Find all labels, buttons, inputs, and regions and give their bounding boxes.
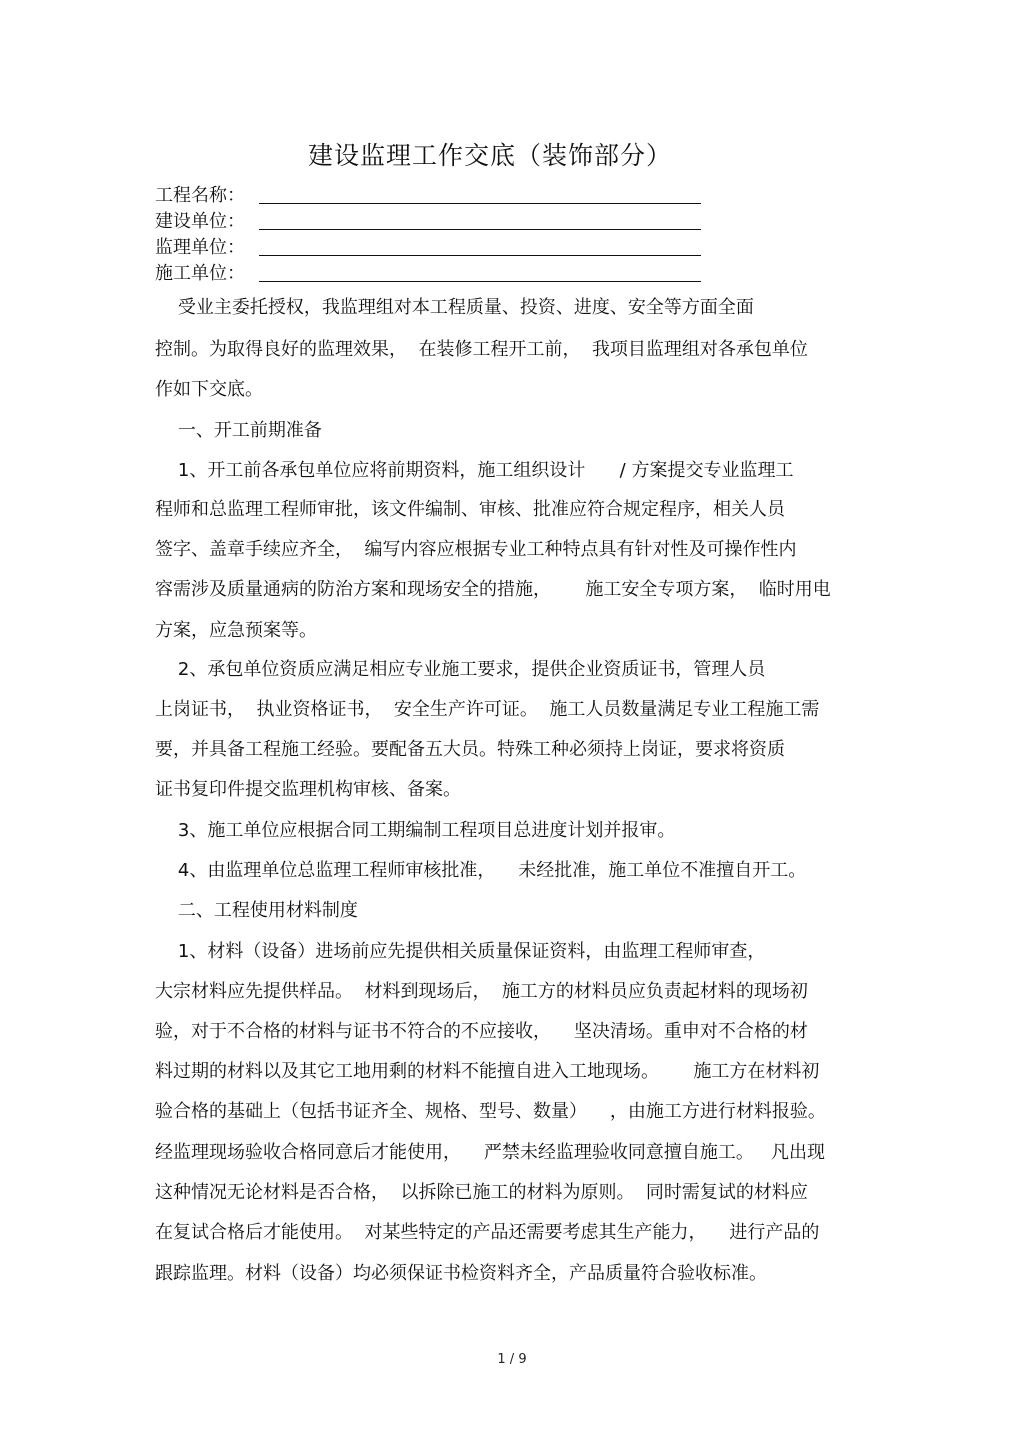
field-label: 工程名称： — [155, 185, 245, 206]
body-line: 2、承包单位资质应满足相应专业施工要求，提供企业资质证书，管理人员 — [155, 659, 766, 680]
section-heading: 二、工程使用材料制度 — [155, 900, 358, 921]
field-label: 施工单位： — [155, 263, 245, 284]
body-line: 上岗证书， 执业资格证书， 安全生产许可证。 施工人员数量满足专业工程施工需 — [155, 699, 820, 720]
body-line: 程师和总监理工程师审批，该文件编制、审核、批准应符合规定程序，相关人员 — [155, 499, 785, 520]
body-line: 签字、盖章手续应齐全， 编写内容应根据专业工种特点具有针对性及可操作性内 — [155, 539, 797, 560]
page-number: 1 / 9 — [497, 1352, 527, 1367]
body-line: 控制。为取得良好的监理效果， 在装修工程开工前， 我项目监理组对各承包单位 — [155, 339, 808, 360]
body-line: 要，并具备工程施工经验。要配备五大员。特殊工种必须持上岗证，要求将资质 — [155, 739, 785, 760]
body-line: 1、开工前各承包单位应将前期资料，施工组织设计 / 方案提交专业监理工 — [155, 460, 794, 481]
body-line: 料过期的材料以及其它工地用剩的材料不能擅自进入工地现场。 施工方在材料初 — [155, 1061, 820, 1082]
body-line: 跟踪监理。材料（设备）均必须保证书检资料齐全，产品质量符合验收标准。 — [155, 1263, 767, 1284]
body-line: 作如下交底。 — [155, 379, 263, 400]
section-heading: 一、开工前期准备 — [155, 420, 322, 441]
field-label: 建设单位： — [155, 211, 245, 232]
field-underline — [259, 229, 701, 230]
document-title: 建设监理工作交底（装饰部分） — [307, 141, 672, 170]
body-line: 验合格的基础上（包括书证齐全、规格、型号、数量） ，由施工方进行材料报验。 — [155, 1101, 826, 1122]
body-line: 容需涉及质量通病的防治方案和现场安全的措施， 施工安全专项方案， 临时用电 — [155, 579, 831, 600]
field-label: 监理单位： — [155, 237, 245, 258]
body-line: 证书复印件提交监理机构审核、备案。 — [155, 779, 461, 800]
body-line: 在复试合格后才能使用。 对某些特定的产品还需要考虑其生产能力， 进行产品的 — [155, 1222, 820, 1243]
field-underline — [259, 255, 701, 256]
body-line: 受业主委托授权，我监理组对本工程质量、投资、进度、安全等方面全面 — [155, 297, 754, 318]
body-line: 验，对于不合格的材料与证书不符合的不应接收， 坚决清场。重申对不合格的材 — [155, 1021, 808, 1042]
body-line: 1、材料（设备）进场前应先提供相关质量保证资料，由监理工程师审查， — [155, 941, 766, 962]
field-underline — [259, 281, 701, 282]
body-line: 4、由监理单位总监理工程师审核批准， 未经批准，施工单位不准擅自开工。 — [155, 860, 807, 881]
body-line: 3、施工单位应根据合同工期编制工程项目总进度计划并报审。 — [155, 820, 676, 841]
body-line: 方案，应急预案等。 — [155, 620, 317, 641]
field-underline — [259, 203, 701, 204]
body-line: 这种情况无论材料是否合格， 以拆除已施工的材料为原则。 同时需复试的材料应 — [155, 1182, 808, 1203]
body-line: 大宗材料应先提供样品。 材料到现场后， 施工方的材料员应负责起材料的现场初 — [155, 981, 808, 1002]
body-line: 经监理现场验收合格同意后才能使用， 严禁未经监理验收同意擅自施工。 凡出现 — [155, 1142, 826, 1163]
